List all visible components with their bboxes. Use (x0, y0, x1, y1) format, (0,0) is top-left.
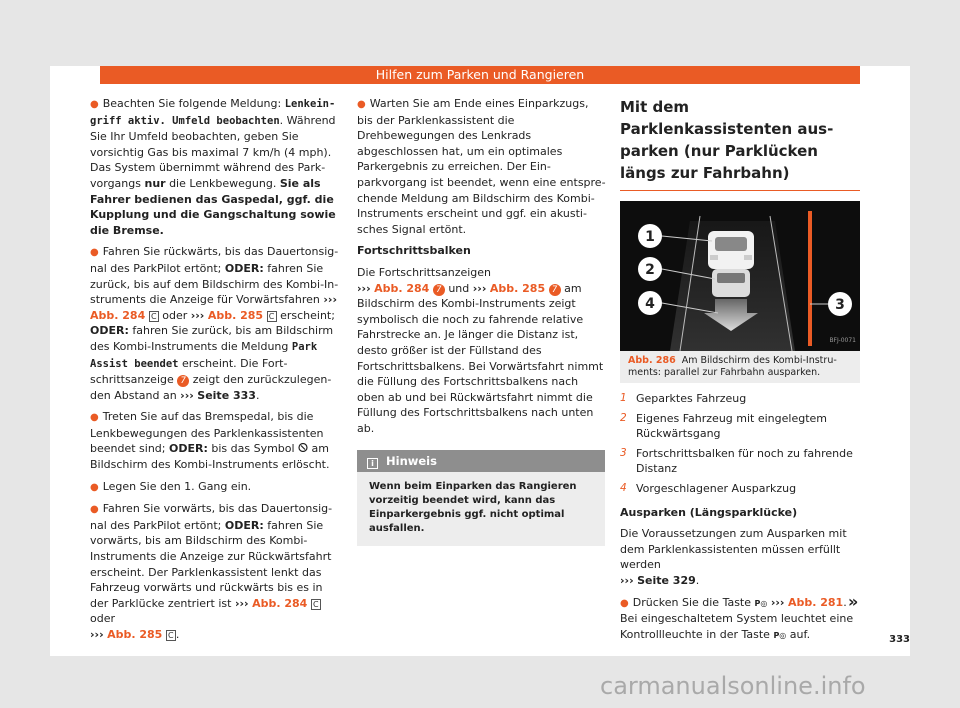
callout-1 (638, 224, 662, 248)
column-1 (90, 96, 340, 649)
display-message: Park Assist beendet (90, 340, 318, 370)
instruction-step: ● Legen Sie den 1. Gang ein. (90, 479, 252, 493)
section-heading: Fortschrittsbalken (357, 244, 471, 258)
reference-arrow-icon: ››› (180, 388, 194, 402)
page-link[interactable]: Seite 333 (197, 388, 256, 402)
figure-legend (620, 391, 860, 497)
figure-link[interactable]: Abb. 281 (787, 595, 844, 609)
callout-box: C (267, 311, 277, 322)
figure-caption: Abb. 286 Am Bildschirm des Kombi-Instruments: parallel zur Fahrbahn ausparken. (620, 351, 860, 383)
legend-item: 4 Vorgeschlagener Ausparkzug (620, 481, 797, 495)
bullet-icon: ● (90, 504, 99, 516)
note-header: i Hinweis (357, 450, 605, 472)
callout-number: 7 (177, 375, 189, 387)
page-link[interactable]: Seite 329 (637, 573, 696, 587)
paragraph: Die Voraussetzungen zum Ausparken mit dem Parklenkassistenten müssen erfüllt werden ››› Seite 329. (620, 527, 847, 587)
figure-link[interactable]: Abb. 285 (489, 281, 546, 295)
svg-text:4: 4 (645, 296, 655, 312)
callout-box: C (166, 630, 176, 641)
legend-item: 3 Fortschrittsbalken für noch zu fahrende Distanz (620, 446, 853, 476)
bullet-icon: ● (90, 99, 99, 110)
park-assist-icon (298, 442, 308, 455)
park-button-icon: P◎ (773, 630, 787, 640)
instruction-step: ● Fahren Sie rückwärts, bis das Dauertonsignal des ParkPilot ertönt; ODER: fahren Sie zurück, bis auf dem Bildschirm des Kombi-Instruments die Anzeige für Vorwärtsfahren ››› Abb. 284 C oder ››› Abb. 285 C erscheint; ODER: fahren Sie zurück, bis am Bildschirm des Kombi-Instruments die Meldung Park Assist beendet erscheint. Die Fortschrittsanzeige 7 zeigt den zurückzulegenden Abstand an ››› Seite 333. (90, 245, 339, 402)
parked-car-icon (708, 231, 754, 269)
figure-code: BFJ-0071 (829, 337, 856, 345)
callout-2 (638, 257, 662, 281)
reference-arrow-icon: ››› (472, 281, 487, 295)
legend-item: 1 Geparktes Fahrzeug (620, 392, 747, 405)
own-car-icon (712, 269, 750, 297)
note-body: Wenn beim Einparken das Rangieren vorzeitig beendet wird, kann das Einparkergebnis ggf. nicht optimal ausfallen. (369, 481, 577, 535)
instruction-step: ● Beachten Sie folgende Meldung: Lenkeingriff aktiv. Umfeld beobachten. Während Sie Ihr Umfeld beobachten, geben Sie vorsichtig Gas bis maximal 7 km/h (4 mph). Das System übernimmt während des Parkvorgangs nur die Lenkbewegung. Sie als Fahrer bedienen das Gaspedal, ggf. die Kupplung und die Gangschaltung sowie die Bremse. (90, 97, 336, 237)
svg-text:1: 1 (645, 229, 655, 245)
note-box (357, 450, 605, 546)
instruction-step: ● Treten Sie auf das Bremspedal, bis die Lenkbewegungen des Parklenkassistenten beendet sind; ODER: bis das Symbol am Bildschirm des Kombi-Instruments erlöscht. (90, 410, 330, 472)
reference-arrow-icon: ››› (357, 281, 371, 295)
callout-4 (638, 291, 662, 315)
section-heading: Ausparken (Längsparklücke) (620, 505, 798, 519)
figure-link[interactable]: Abb. 285 (107, 628, 163, 641)
reference-arrow-icon: ››› (620, 573, 634, 587)
instruction-step: ● Fahren Sie vorwärts, bis das Dauertonsignal des ParkPilot ertönt; ODER: fahren Sie vorwärts, bis am Bildschirm des Kombi-Instruments die Anzeige zur Rückwärtsfahrt erscheint. Der Parklenkassistent lenkt das Fahrzeug vorwärts und rückwärts bis es in der Parklücke zentriert ist ››› Abb. 284 C oder ››› Abb. 285 C . (90, 502, 333, 641)
callout-3 (828, 292, 852, 316)
bullet-icon: ● (90, 247, 99, 259)
column-2 (357, 96, 607, 546)
callout-number: 7 (549, 284, 561, 296)
bullet-icon: ● (620, 597, 629, 609)
bullet-icon: ● (90, 412, 99, 424)
page-header: Hilfen zum Parken und Rangieren (100, 66, 860, 84)
callout-number: 7 (433, 284, 445, 296)
display-message: Lenkeingriff aktiv. Umfeld beobachten (90, 98, 336, 127)
figure-link[interactable]: Abb. 284 (252, 596, 308, 610)
reference-arrow-icon: ››› (770, 595, 785, 609)
instruction-step: ● Drücken Sie die Taste P◎ ››› Abb. 281. Bei eingeschaltetem System leuchtet eine Kontrollleuchte in der Taste P◎ auf. (620, 595, 854, 641)
figure-link[interactable]: Abb. 284 (374, 281, 430, 295)
figure-illustration (620, 201, 860, 351)
page-number: 333 (889, 634, 910, 645)
column-3 (620, 96, 860, 649)
legend-item: 2 Eigenes Fahrzeug mit eingelegtem Rückwärtsgang (620, 411, 827, 441)
reference-arrow-icon: ››› (190, 308, 205, 322)
section-title: Mit dem Parklenkassistenten ausparken (nur Parklücken längs zur Fahrbahn) (620, 96, 860, 191)
bullet-icon: ● (357, 99, 366, 110)
reference-arrow-icon: ››› (90, 628, 104, 641)
watermark: carmanualsonline.info (600, 672, 866, 700)
instruction-step: ● Warten Sie am Ende eines Einparkzugs, bis der Parklenkassistent die Drehbewegungen des Lenkrads abgeschlossen hat, um ein optimales Parkergebnis zu erreichen. Der Einparkvorgang ist beendet, wenn eine entsprechende Meldung am Bildschirm des Kombi-Instruments erscheint und ggf. ein akustisches Signal ertönt. (357, 97, 606, 236)
figure-link[interactable]: Abb. 285 (207, 308, 264, 322)
parking-diagram (620, 201, 860, 351)
progress-bar (808, 211, 812, 346)
figure-link[interactable]: Abb. 284 (90, 308, 146, 322)
info-icon: i (367, 458, 378, 469)
park-button-icon: P◎ (754, 598, 768, 608)
reference-arrow-icon: ››› (234, 596, 249, 610)
svg-text:2: 2 (645, 262, 655, 278)
bullet-icon: ● (90, 481, 99, 493)
svg-text:3: 3 (835, 297, 845, 313)
paragraph: Die Fortschrittsanzeigen ››› Abb. 284 7 und ››› Abb. 285 7 am Bildschirm des Kombi-Instruments zeigt symbolisch die noch zu fahrende relative Fahrstrecke an. Je länger die Distanz ist, desto größer ist der Füllstand des Fortschrittsbalkens. Bei Vorwärtsfahrt nimmt die Füllung des Fortschrittsbalkens nach oben ab und bei Rückwärtsfahrt nimmt die Füllung des Fortschrittsbalkens nach unten ab. (357, 265, 604, 435)
callout-box: C (149, 311, 159, 322)
callout-box: C (311, 599, 321, 610)
reference-arrow-icon: ››› (323, 293, 337, 307)
continue-mark: » (848, 592, 859, 611)
